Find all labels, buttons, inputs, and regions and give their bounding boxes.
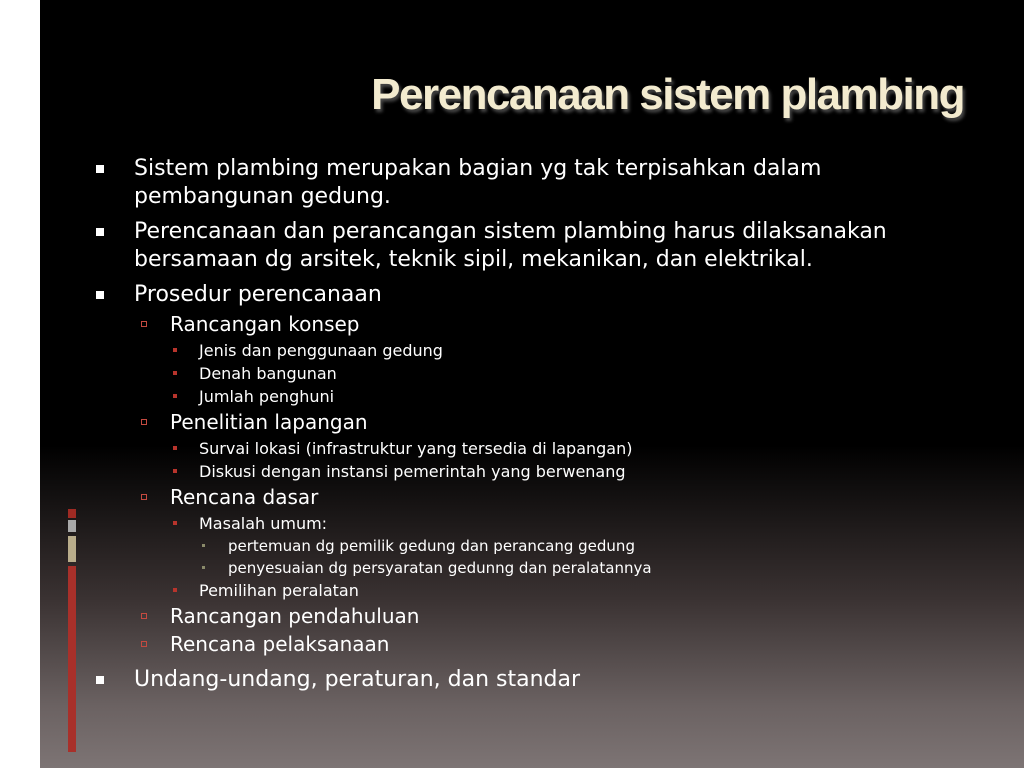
hollow-square-bullet-icon <box>141 494 147 500</box>
bullet-text: Rencana dasar <box>170 485 319 509</box>
bullet-text: Masalah umum: <box>199 514 328 533</box>
sub-bullet-item <box>96 632 976 657</box>
sub-sub-bullet-item <box>96 386 976 407</box>
sub-bullet-item <box>96 604 976 629</box>
sub-sub-bullet-item <box>96 340 976 361</box>
bullet-text: Jenis dan penggunaan gedung <box>199 341 443 360</box>
hollow-square-bullet-icon <box>141 641 147 647</box>
bullet-text: Sistem plambing merupakan bagian yg tak terpisahkan dalam pembangunan gedung. <box>134 156 822 209</box>
sub-bullet-item <box>96 312 976 337</box>
sub-bullet-item <box>96 485 976 510</box>
slide-title: Perencanaan sistem plambing <box>371 70 964 119</box>
sub-sub-bullet-item <box>96 513 976 534</box>
bullet-item <box>96 281 976 309</box>
bullet-text: Denah bangunan <box>199 364 337 383</box>
bullet-text: Prosedur perencanaan <box>134 282 382 307</box>
bullet-text: Diskusi dengan instansi pemerintah yang berwenang <box>199 462 626 481</box>
square-bullet-icon <box>96 291 104 299</box>
small-square-bullet-icon <box>173 588 177 592</box>
bullet-item <box>96 218 976 274</box>
bullet-text: Penelitian lapangan <box>170 410 368 434</box>
hollow-square-bullet-icon <box>141 613 147 619</box>
bullet-text: Jumlah penghuni <box>199 387 335 406</box>
square-bullet-icon <box>96 165 104 173</box>
small-square-bullet-icon <box>173 469 177 473</box>
sub-bullet-item <box>96 410 976 435</box>
sub-sub-bullet-item <box>96 363 976 384</box>
tiny-square-bullet-icon <box>202 566 205 569</box>
small-square-bullet-icon <box>173 521 177 525</box>
bullet-text: Survai lokasi (infrastruktur yang tersedia di lapangan) <box>199 439 633 458</box>
bullet-text: Rencana pelaksanaan <box>170 632 390 656</box>
accent-bar-tan <box>68 536 76 562</box>
small-square-bullet-icon <box>173 446 177 450</box>
square-bullet-icon <box>96 676 104 684</box>
tiny-square-bullet-icon <box>202 544 205 547</box>
hollow-square-bullet-icon <box>141 419 147 425</box>
level4-bullet-item <box>96 536 976 556</box>
bullet-text: Undang-undang, peraturan, dan standar <box>134 667 581 692</box>
small-square-bullet-icon <box>173 371 177 375</box>
bullet-text: Rancangan konsep <box>170 312 360 336</box>
bullet-text: Rancangan pendahuluan <box>170 604 420 628</box>
sub-sub-bullet-item <box>96 438 976 459</box>
bullet-item <box>96 666 976 694</box>
bullet-text: penyesuaian dg persyaratan gedunng dan peralatannya <box>228 559 652 577</box>
small-square-bullet-icon <box>173 348 177 352</box>
left-margin-strip <box>0 0 40 768</box>
bullet-item <box>96 155 976 211</box>
sub-sub-bullet-item <box>96 580 976 601</box>
accent-bar-red-top <box>68 509 76 518</box>
bullet-text: Perencanaan dan perancangan sistem plambing harus dilaksanakan bersamaan dg arsitek, teknik sipil, mekanikan, dan elektrikal. <box>134 219 887 272</box>
small-square-bullet-icon <box>173 394 177 398</box>
bullet-text: Pemilihan peralatan <box>199 581 359 600</box>
bullet-list <box>96 155 976 701</box>
square-bullet-icon <box>96 228 104 236</box>
hollow-square-bullet-icon <box>141 321 147 327</box>
bullet-text: pertemuan dg pemilik gedung dan perancang gedung <box>228 537 635 555</box>
sub-sub-bullet-item <box>96 461 976 482</box>
accent-bar-gray <box>68 520 76 532</box>
level4-bullet-item <box>96 558 976 578</box>
accent-bar-red <box>68 566 76 752</box>
